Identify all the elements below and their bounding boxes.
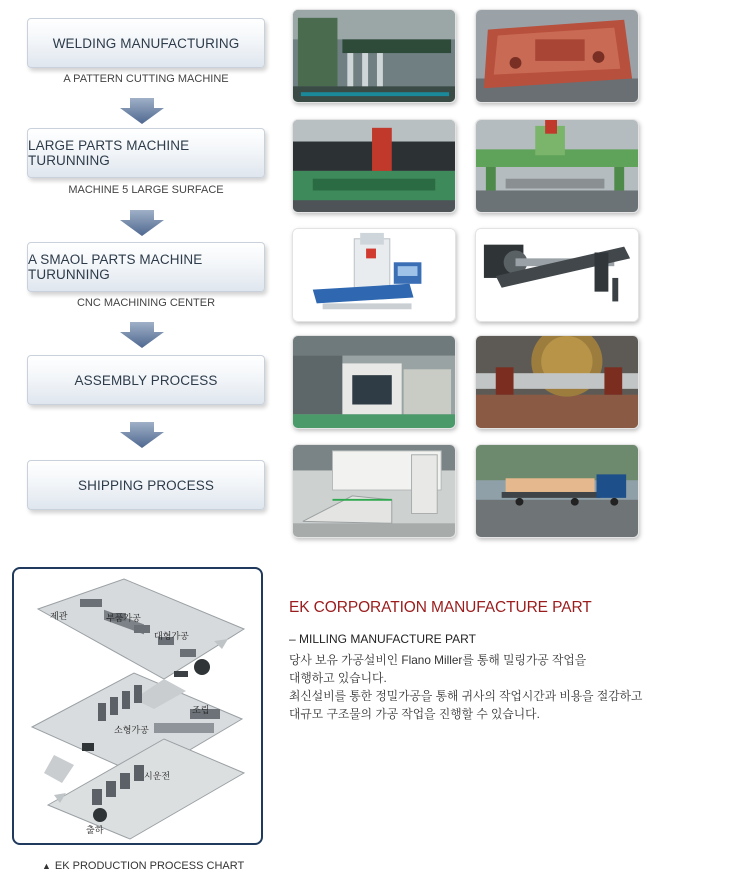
step-large-parts-sub: MACHINE 5 LARGE SURFACE: [68, 184, 224, 196]
step-large-parts-turning[interactable]: LARGE PARTS MACHINE TURUNNING: [27, 128, 265, 178]
body-line: 당사 보유 가공설비인 Flano Miller를 통해 밀링가공 작업을: [289, 653, 587, 667]
step-small-parts-sub: CNC MACHINING CENTER: [76, 297, 216, 309]
photo-cnc-machining-center: [292, 228, 456, 322]
chart-label-large: 대형가공: [154, 632, 189, 642]
step-assembly-process[interactable]: ASSEMBLY PROCESS: [27, 355, 265, 405]
chart-label-small: 소형가공: [114, 726, 149, 736]
photo-turning-lathe: [475, 228, 639, 322]
chart-caption-text: EK PRODUCTION PROCESS CHART: [54, 860, 245, 872]
process-chart-frame: [12, 567, 263, 845]
down-arrow-icon: [120, 210, 164, 236]
body-line: 대규모 구조물의 가공 작업을 진행할 수 있습니다.: [289, 707, 540, 721]
down-arrow-icon: [120, 322, 164, 348]
step-welding-sub: A PATTERN CUTTING MACHINE: [63, 73, 229, 85]
chart-label-plate: 제관: [50, 612, 68, 622]
chart-caption: [42, 860, 244, 872]
triangle-up-icon: ▲: [42, 861, 51, 871]
photo-large-milling-machine: [475, 119, 639, 213]
photo-welding-gantry-cutter: [292, 9, 456, 103]
chart-label-shipping: 출하: [86, 826, 104, 836]
section-title: EK CORPORATION MANUFACTURE PART: [289, 599, 592, 616]
step-shipping-process[interactable]: SHIPPING PROCESS: [27, 460, 265, 510]
step-small-parts-turning[interactable]: A SMAOL PARTS MACHINE TURUNNING: [27, 242, 265, 292]
photo-shipping-structure: [292, 444, 456, 538]
photo-large-gantry-machine: [292, 119, 456, 213]
chart-label-trial: 시운전: [144, 772, 171, 782]
photo-gear-assembly: [475, 335, 639, 429]
chart-label-parts: 부품가공: [106, 614, 141, 624]
body-line: 대행하고 있습니다.: [289, 671, 387, 685]
process-flow-diagram: [14, 569, 261, 843]
down-arrow-icon: [120, 98, 164, 124]
section-body: [289, 651, 729, 723]
photo-shipping-truck: [475, 444, 639, 538]
step-welding-manufacturing[interactable]: WELDING MANUFACTURING: [27, 18, 265, 68]
photo-welded-frame: [475, 9, 639, 103]
section-subtitle: – MILLING MANUFACTURE PART: [289, 632, 476, 646]
down-arrow-icon: [120, 422, 164, 448]
body-line: 최신설비를 통한 정밀가공을 통해 귀사의 작업시간과 비용을 절감하고: [289, 689, 643, 703]
photo-assembly-floor: [292, 335, 456, 429]
chart-label-assembly: 조립: [192, 706, 210, 716]
